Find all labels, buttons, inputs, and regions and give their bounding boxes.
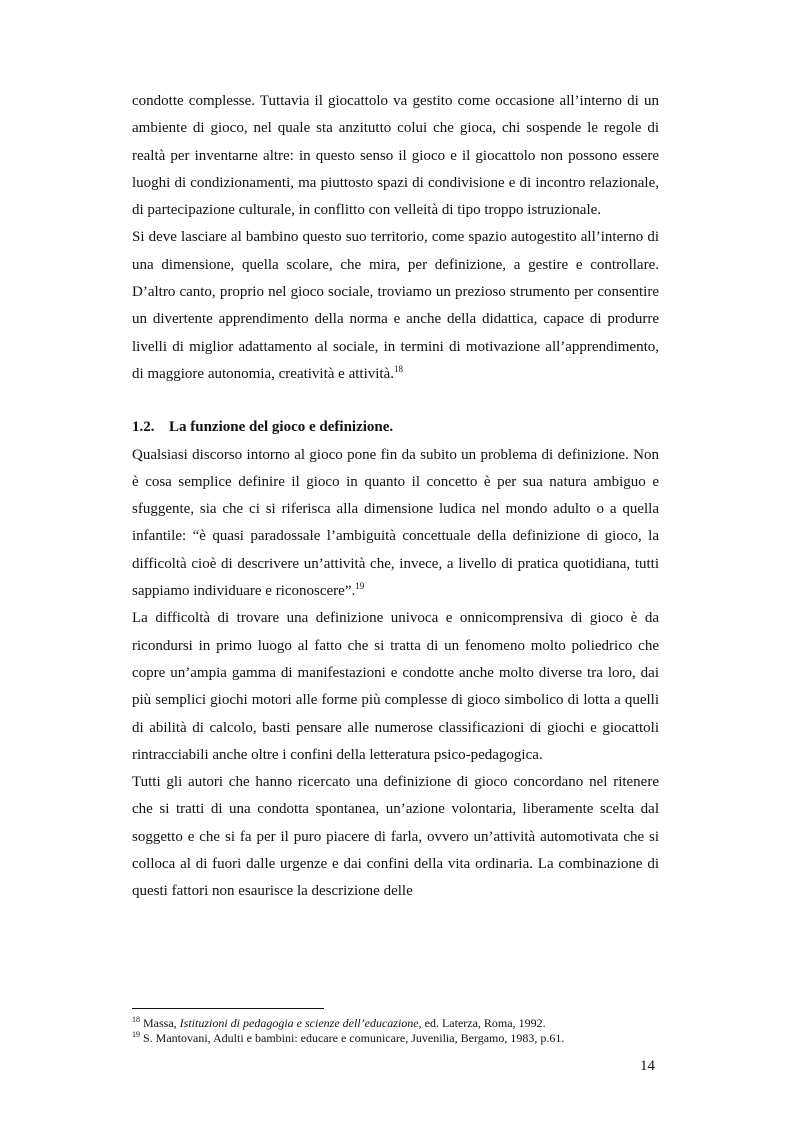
footnote-ref-18[interactable]: 18: [394, 363, 403, 374]
body-paragraph: [132, 605, 659, 769]
body-paragraph: [132, 88, 659, 224]
paragraph-text: Si deve lasciare al bambino questo suo territorio, come spazio autogestito all’interno di una dimensione, quella scolare, che mira, per definizione, a gestire e controllare. D’altro canto, proprio nel gioco sociale, troviamo un prezioso strumento per consentire un divertente apprendimento della norma e anche della didattica, capace di produrre livelli di miglior adattamento al sociale, in termini di motivazione all’apprendimento, di maggiore autonomia, creatività e attività.: [132, 229, 659, 382]
paragraph-text: Tutti gli autori che hanno ricercato una definizione di gioco concordano nel ritenere che si tratti di una condotta spontanea, un’azione volontaria, liberamente scelta dal soggetto e che si fa per il puro piacere di farla, ovvero un’attività automotivata che si colloca al di fuori dalle urgenze e dai confini della vita ordinaria. La combinazione di questi fattori non esaurisce la descrizione delle: [132, 774, 659, 900]
footnote-number: 18: [132, 1015, 140, 1024]
footnote-18: [132, 1016, 672, 1031]
footnote-19: [132, 1031, 672, 1046]
body-paragraph: [132, 442, 659, 606]
section-number: 1.2.: [132, 419, 155, 436]
footnote-book-title: Istituzioni di pedagogia e scienze dell’educazione: [179, 1016, 419, 1030]
paragraph-text: condotte complesse. Tuttavia il giocattolo va gestito come occasione all’interno di un ambiente di gioco, nel quale sta anzitutto colui che gioca, chi sospende le regole di realtà per inventarne altre: in questo senso il gioco e il giocattolo non possono essere luoghi di condizionamenti, ma piuttosto spazi di condivisione e di incontro relazionale, di partecipazione culturale, in conflitto con velleità di tipo troppo istruzionale.: [132, 93, 659, 219]
paragraph-text: Qualsiasi discorso intorno al gioco pone fin da subito un problema di definizione. Non è cosa semplice definire il gioco in quanto il concetto è per sua natura ambiguo e sfuggente, sia che ci si riferisca alla dimensione ludica nel mondo adulto o a quella infantile: “è quasi paradossale l’ambiguità concettuale della definizione di gioco, la difficoltà cioè di descrivere un’attività che, invece, a livello di pratica quotidiana, tutti sappiamo individuare e riconoscere”.: [132, 446, 659, 600]
section-title: La funzione del gioco e definizione.: [169, 419, 394, 436]
footnote-text: S. Mantovani, Adulti e bambini: educare e comunicare, Juvenilia, Bergamo, 1983, p.61.: [143, 1031, 565, 1045]
paragraph-text: La difficoltà di trovare una definizione univoca e onnicomprensiva di gioco è da ricondursi in primo luogo al fatto che si tratta di un fenomeno molto poliedrico che copre un’ampia gamma di manifestazioni e condotte anche molto diverse tra loro, dai più semplici giochi motori alle forme più complesse di gioco simbolico di lotta a quelli di abilità di calcolo, basti pensare alle numerose classificazioni di giochi e giocattoli rintracciabili anche oltre i confini della letteratura psico-pedagogica.: [132, 610, 659, 763]
section-heading: [132, 414, 659, 441]
page-number: 14: [640, 1058, 655, 1074]
body-paragraph: [132, 224, 659, 388]
footnotes-area: [132, 1008, 672, 1046]
footnote-publication: , ed. Laterza, Roma, 1992.: [418, 1016, 546, 1030]
body-paragraph: [132, 769, 659, 905]
footnote-ref-19[interactable]: 19: [355, 581, 365, 592]
footnote-author: Massa,: [143, 1016, 180, 1030]
page-body: [132, 88, 659, 906]
footnote-number: 19: [132, 1030, 140, 1039]
footnote-separator: [132, 1008, 324, 1009]
